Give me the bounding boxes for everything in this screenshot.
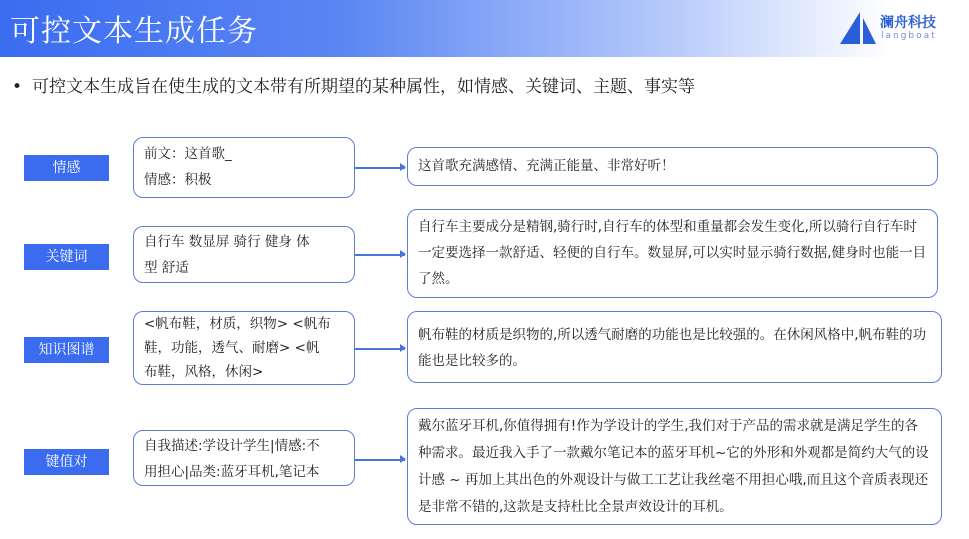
output-box-keywords: 自行车主要成分是精钢,骑行时,自行车的体型和重量都会发生变化,所以骑行自行车时一定要选择一款舒适、轻便的自行车。数显屏,可以实时显示骑行数据,健身时也能一目了然。 bbox=[407, 209, 938, 298]
header-banner bbox=[0, 0, 969, 57]
input-line: 鞋，功能，透气、耐磨> <帆 bbox=[144, 340, 320, 356]
input-line: 自我描述:学设计学生|情感:不 bbox=[144, 438, 320, 454]
input-line: 布鞋，风格，休闲> bbox=[144, 364, 264, 380]
arrow-icon bbox=[355, 254, 405, 256]
row-label-key-value: 键值对 bbox=[24, 449, 109, 475]
input-line: 情感：积极 bbox=[144, 172, 212, 188]
row-label-sentiment: 情感 bbox=[24, 155, 109, 181]
input-line: 用担心|品类:蓝牙耳机,笔记本 bbox=[144, 464, 320, 480]
output-box-sentiment: 这首歌充满感情、充满正能量、非常好听！ bbox=[407, 147, 938, 186]
row-label-keywords: 关键词 bbox=[24, 244, 109, 270]
intro-bullet: • 可控文本生成旨在使生成的文本带有所期望的某种属性，如情感、关键词、主题、事实等 bbox=[12, 77, 695, 97]
langboat-logo bbox=[838, 10, 948, 48]
input-line: <帆布鞋，材质，织物> <帆布 bbox=[144, 316, 331, 332]
input-line: 型 舒适 bbox=[144, 260, 189, 276]
input-box-key-value bbox=[133, 430, 355, 486]
row-label-knowledge-graph: 知识图谱 bbox=[24, 337, 109, 363]
output-box-key-value: 戴尔蓝牙耳机,你值得拥有!作为学设计的学生,我们对于产品的需求就是满足学生的各种需求。最近我入手了一款戴尔笔记本的蓝牙耳机~它的外形和外观都是简约大气的设计感 ~ 再加上其出色的外观设计与做工工艺让我丝毫不用担心哦,而且这个音质表现还是非常不错的,这款是支持杜比全景声效设计的耳机。 bbox=[407, 408, 942, 525]
page-title: 可控文本生成任务 bbox=[10, 14, 258, 49]
input-line: 自行车 数显屏 骑行 健身 体 bbox=[144, 234, 310, 250]
input-box-keywords bbox=[133, 226, 355, 283]
logo-text: 澜舟科技 bbox=[880, 15, 936, 31]
logo-subtext: langboat bbox=[881, 31, 937, 41]
input-line: 前文：这首歌_ bbox=[144, 146, 232, 162]
input-box-sentiment bbox=[133, 137, 355, 198]
sail-icon bbox=[838, 10, 878, 48]
arrow-icon bbox=[355, 348, 405, 350]
output-box-knowledge-graph: 帆布鞋的材质是织物的,所以透气耐磨的功能也是比较强的。在休闲风格中,帆布鞋的功能也是比较多的。 bbox=[407, 311, 942, 383]
intro-text: 可控文本生成旨在使生成的文本带有所期望的某种属性，如情感、关键词、主题、事实等 bbox=[32, 77, 695, 97]
arrow-icon bbox=[355, 167, 405, 169]
arrow-icon bbox=[355, 459, 405, 461]
input-box-knowledge-graph bbox=[133, 311, 355, 385]
